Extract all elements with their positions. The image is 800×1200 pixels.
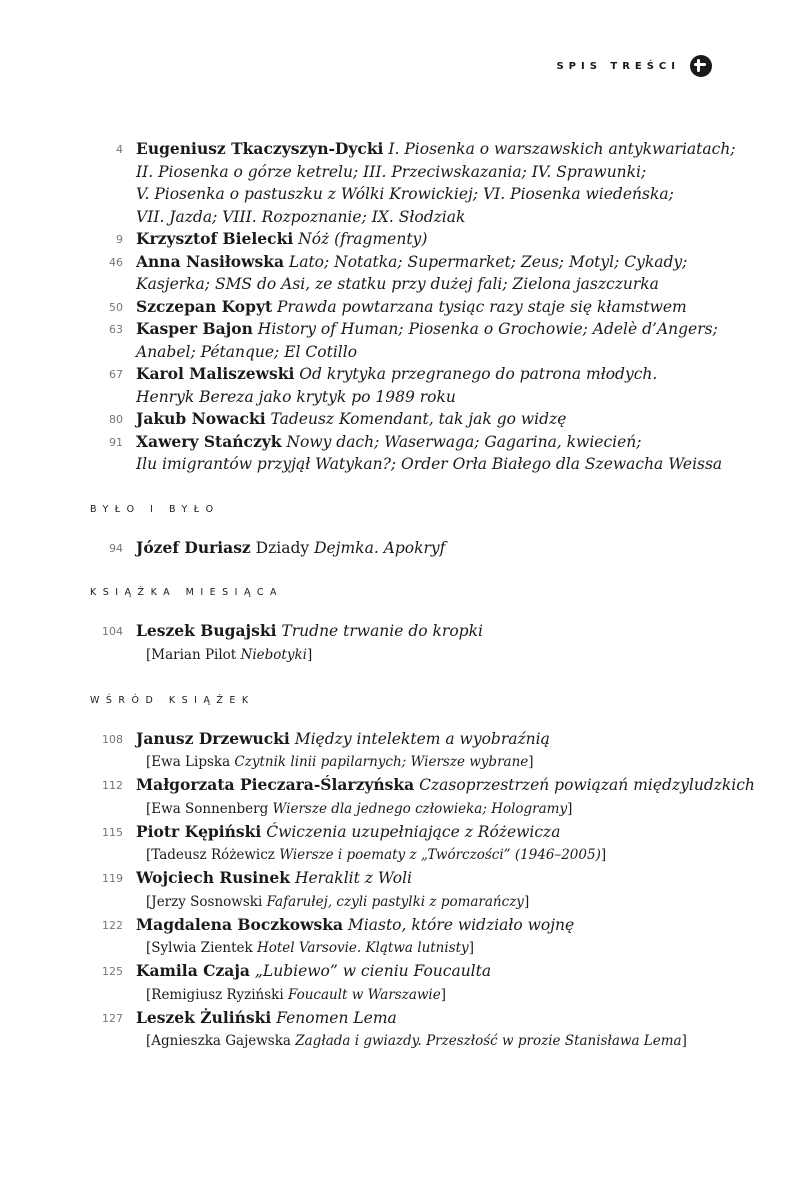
- toc-entry[interactable]: [0, 138, 736, 228]
- reviewed-book: [Ewa Lipska Czytnik linii papilarnych; Wiersze wybrane]: [146, 754, 534, 770]
- author-name: Kasper Bajon: [136, 319, 253, 338]
- author-name: Wojciech Rusinek: [136, 868, 291, 887]
- toc-entry[interactable]: [0, 228, 716, 251]
- circled-t-logo-icon: [690, 55, 712, 77]
- toc-entry[interactable]: [0, 960, 716, 1007]
- page-number: 104: [102, 625, 123, 638]
- page-header: [556, 55, 712, 77]
- work-titles: Anabel; Pétanque; El Cotillo: [136, 342, 358, 361]
- author-name: Piotr Kępiński: [136, 821, 262, 841]
- reviewed-book: [136, 643, 716, 667]
- work-titles: V. Piosenka o pastuszku z Wólki Krowickiej; VI. Piosenka wiedeńska;: [136, 185, 674, 203]
- page-number: 125: [102, 965, 123, 978]
- table-of-contents: [0, 138, 800, 1053]
- work-titles: I. Piosenka o warszawskich antykwariatach;: [383, 140, 736, 158]
- section-heading-bylo: BYŁO I BYŁO: [90, 503, 220, 515]
- reviewed-author: Agnieszka Gajewska: [151, 1033, 296, 1049]
- book-reviews-list: [0, 728, 800, 1054]
- reviewed-title: Zagłada i gwiazdy. Przeszłość w prozie Stanisława Lema: [295, 1033, 682, 1049]
- toc-entry[interactable]: [0, 408, 716, 431]
- reviewed-book: [Tadeusz Różewicz Wiersze i poematy z „Twórczości” (1946–2005)]: [146, 847, 607, 863]
- reviewed-author: Remigiusz Ryziński: [151, 986, 288, 1003]
- toc-entry[interactable]: [0, 251, 716, 296]
- main-section: [0, 138, 800, 476]
- toc-entry[interactable]: [0, 537, 716, 560]
- author-name: Anna Nasiłowska: [136, 251, 284, 271]
- page-number: 94: [109, 541, 123, 555]
- work-title-plain: Dziady: [250, 538, 315, 557]
- author-name: Xawery Stańczyk: [136, 431, 282, 451]
- work-title: Dejmka. Apokryf: [314, 538, 446, 557]
- page-number: 112: [102, 779, 123, 792]
- page-number: 67: [109, 368, 123, 381]
- reviewed-book: [Jerzy Sosnowski Fafarułej, czyli pastylki z pomarańczy]: [146, 893, 530, 910]
- author-name: Karol Maliszewski: [136, 364, 295, 383]
- work-titles: Kasjerka; SMS do Asi, ze statku przy dużej fali; Zielona jaszczurka: [136, 275, 659, 293]
- page-number: 63: [109, 323, 123, 336]
- reviewed-book: [Sylwia Zientek Hotel Varsovie. Klątwa lutnisty]: [146, 940, 474, 956]
- author-name: Szczepan Kopyt: [136, 296, 273, 316]
- reviewed-author: Sylwia Zientek: [151, 940, 257, 956]
- toc-entry[interactable]: [0, 431, 723, 476]
- work-titles: Prawda powtarzana tysiąc razy staje się kłamstwem: [272, 297, 687, 316]
- toc-entry[interactable]: [0, 821, 716, 868]
- page-number: 50: [109, 300, 123, 314]
- reviewed-author: Tadeusz Różewicz: [151, 847, 280, 863]
- page-number: 115: [102, 825, 123, 839]
- author-name: Józef Duriasz: [136, 537, 251, 557]
- reviewed-book: [Ewa Sonnenberg Wiersze dla jednego człowieka; Hologramy]: [146, 800, 573, 817]
- page-number: 9: [116, 233, 123, 246]
- toc-entry[interactable]: [0, 1007, 716, 1054]
- author-name: Magdalena Boczkowska: [136, 914, 343, 934]
- toc-entry[interactable]: [0, 867, 716, 914]
- reviewed-author: Jerzy Sosnowski: [151, 893, 267, 910]
- work-title: Trudne trwanie do kropki: [276, 622, 483, 640]
- toc-entry[interactable]: [0, 620, 716, 667]
- reviewed-title: Hotel Varsovie. Klątwa lutnisty: [256, 940, 469, 956]
- work-titles: VII. Jazda; VIII. Rozpoznanie; IX. Słodziak: [136, 207, 466, 226]
- author-name: Eugeniusz Tkaczyszyn-Dycki: [136, 139, 384, 158]
- toc-entry[interactable]: [0, 363, 716, 408]
- reviewed-author: Marian Pilot: [151, 646, 241, 663]
- toc-entry[interactable]: [0, 296, 716, 319]
- author-name: Jakub Nowacki: [136, 409, 266, 428]
- work-titles: Nóż (fragmenty): [293, 230, 428, 248]
- page-number: 122: [102, 918, 123, 932]
- work-titles: Od krytyka przegranego do patrona młodych.: [294, 365, 658, 383]
- section-label: SPIS TREŚCI: [556, 60, 680, 72]
- author-name: Leszek Żuliński: [136, 1007, 272, 1027]
- work-title: Heraklit z Woli: [290, 869, 412, 887]
- work-titles: History of Human; Piosenka o Grochowie; Adelè d’Angers;: [252, 320, 718, 338]
- work-title: Fenomen Lema: [271, 1008, 397, 1027]
- work-title: „Lubiewo” w cieniu Foucaulta: [249, 962, 492, 980]
- page-number: 108: [102, 732, 123, 746]
- author-name: Kamila Czaja: [136, 961, 250, 980]
- reviewed-author: Ewa Sonnenberg: [151, 800, 273, 817]
- work-titles: Henryk Bereza jako krytyk po 1989 roku: [136, 387, 456, 406]
- work-titles: Ilu imigrantów przyjął Watykan?; Order Orła Białego dla Szewacha Weissa: [136, 455, 723, 473]
- work-title: Miasto, które widziało wojnę: [343, 915, 575, 934]
- author-name: Krzysztof Bielecki: [136, 229, 294, 248]
- work-titles: Lato; Notatka; Supermarket; Zeus; Motyl; Cykady;: [283, 252, 688, 271]
- reviewed-book: [Agnieszka Gajewska Zagłada i gwiazdy. Przeszłość w prozie Stanisława Lema]: [146, 1033, 687, 1049]
- page-number: 80: [109, 413, 123, 426]
- bracket-close: ]: [306, 646, 313, 663]
- work-titles: Tadeusz Komendant, tak jak go widzę: [265, 410, 567, 428]
- work-titles: Nowy dach; Waserwaga; Gagarina, kwiecień;: [281, 432, 642, 451]
- reviewed-title: Foucault w Warszawie: [287, 986, 441, 1003]
- work-title: Ćwiczenia uzupełniające z Różewicza: [261, 822, 561, 841]
- author-name: Małgorzata Pieczara-Ślarzyńska: [136, 775, 415, 794]
- reviewed-title: Wiersze i poematy z „Twórczości” (1946–2005): [279, 847, 601, 863]
- author-name: Janusz Drzewucki: [136, 728, 290, 748]
- page-number: 4: [116, 143, 123, 156]
- work-title: Czasoprzestrzeń powiązań międzyludzkich: [414, 776, 755, 794]
- author-name: Leszek Bugajski: [136, 621, 277, 640]
- bracket-open: [: [146, 646, 152, 663]
- reviewed-author: Ewa Lipska: [151, 754, 235, 770]
- page-number: 91: [109, 435, 123, 449]
- section-heading-ksiazka: KSIĄŻKA MIESIĄCA: [90, 587, 283, 598]
- toc-entry[interactable]: [0, 914, 716, 961]
- toc-entry[interactable]: [0, 774, 755, 821]
- page-number: 127: [102, 1011, 123, 1025]
- page-number: 46: [109, 255, 123, 269]
- reviewed-book: [Remigiusz Ryziński Foucault w Warszawie]: [146, 986, 447, 1003]
- section-heading-wsrod: WŚRÓD KSIĄŻEK: [90, 694, 255, 706]
- reviewed-title: Czytnik linii papilarnych; Wiersze wybrane: [234, 754, 529, 770]
- reviewed-title: Niebotyki: [240, 646, 307, 663]
- page-number: 119: [102, 872, 123, 885]
- reviewed-title: Wiersze dla jednego człowieka; Hologramy: [272, 800, 568, 817]
- work-titles: II. Piosenka o górze ketrelu; III. Przeciwskazania; IV. Sprawunki;: [136, 162, 647, 181]
- reviewed-title: Fafarułej, czyli pastylki z pomarańczy: [266, 893, 524, 910]
- toc-entry[interactable]: [0, 318, 716, 363]
- toc-entry[interactable]: [0, 728, 716, 775]
- work-title: Między intelektem a wyobraźnią: [289, 729, 550, 748]
